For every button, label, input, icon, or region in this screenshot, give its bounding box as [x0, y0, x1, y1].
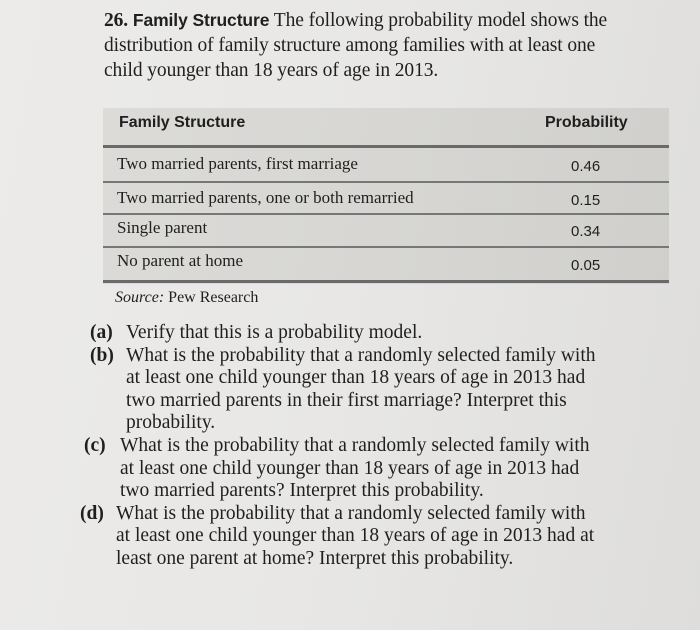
- table-bottom-rule: [103, 280, 669, 283]
- problem-number: 26.: [104, 10, 129, 31]
- problem-header: [104, 8, 684, 83]
- row-3-probability: 0.34: [571, 223, 601, 240]
- problem-line-3: child younger than 18 years of age in 2013.: [104, 60, 439, 81]
- problem-line-1: [104, 8, 684, 33]
- source-label: Source:: [115, 289, 165, 306]
- source-line: [115, 289, 258, 307]
- row-3-structure: Single parent: [117, 218, 208, 237]
- row-4-structure: No parent at home: [117, 251, 244, 270]
- problem-title: Family Structure: [132, 10, 270, 30]
- row-rule-1: [103, 181, 669, 183]
- problem-intro-1: The following probability model shows the: [273, 10, 608, 31]
- question-b-line-4: probability.: [126, 412, 216, 434]
- question-d: [70, 503, 680, 571]
- source-value: Pew Research: [168, 289, 259, 306]
- question-d-line-2: at least one child younger than 18 years of age in 2013 had at: [116, 525, 595, 547]
- header-rule: [103, 145, 669, 148]
- question-a-letter: (a): [90, 322, 113, 343]
- row-4-probability: 0.05: [571, 257, 601, 274]
- row-1-structure: Two married parents, first marriage: [117, 154, 358, 173]
- question-d-line-1: What is the probability that a randomly selected family with: [116, 502, 586, 524]
- problem-line-2: distribution of family structure among families with at least one: [104, 35, 596, 56]
- question-d-letter: (d): [80, 502, 104, 524]
- row-rule-3: [103, 246, 669, 248]
- question-list: [80, 322, 680, 571]
- row-rule-2: [103, 213, 669, 215]
- question-b-line-3: two married parents in their first marriage? Interpret this: [126, 389, 567, 411]
- question-b-letter: (b): [90, 344, 114, 366]
- question-d-line-3: least one parent at home? Interpret this probability.: [116, 547, 514, 569]
- question-b-line-1: What is the probability that a randomly selected family with: [126, 344, 596, 366]
- question-a: [80, 322, 680, 345]
- row-1-probability: 0.46: [571, 158, 601, 175]
- header-probability: Probability: [545, 114, 628, 131]
- question-c-line-3: two married parents? Interpret this probability.: [120, 480, 484, 502]
- question-b: [80, 345, 680, 435]
- question-a-line-1: Verify that this is a probability model.: [126, 322, 423, 343]
- question-c-line-1: What is the probability that a randomly selected family with: [120, 434, 590, 456]
- probability-table: [103, 108, 669, 316]
- row-2-probability: 0.15: [571, 192, 601, 209]
- row-2-structure: Two married parents, one or both remarried: [117, 188, 414, 207]
- question-c-line-2: at least one child younger than 18 years of age in 2013 had: [120, 457, 580, 479]
- question-b-line-2: at least one child younger than 18 years of age in 2013 had: [126, 367, 586, 389]
- question-c: [74, 435, 680, 503]
- question-c-letter: (c): [84, 434, 106, 456]
- header-family-structure: Family Structure: [119, 114, 246, 131]
